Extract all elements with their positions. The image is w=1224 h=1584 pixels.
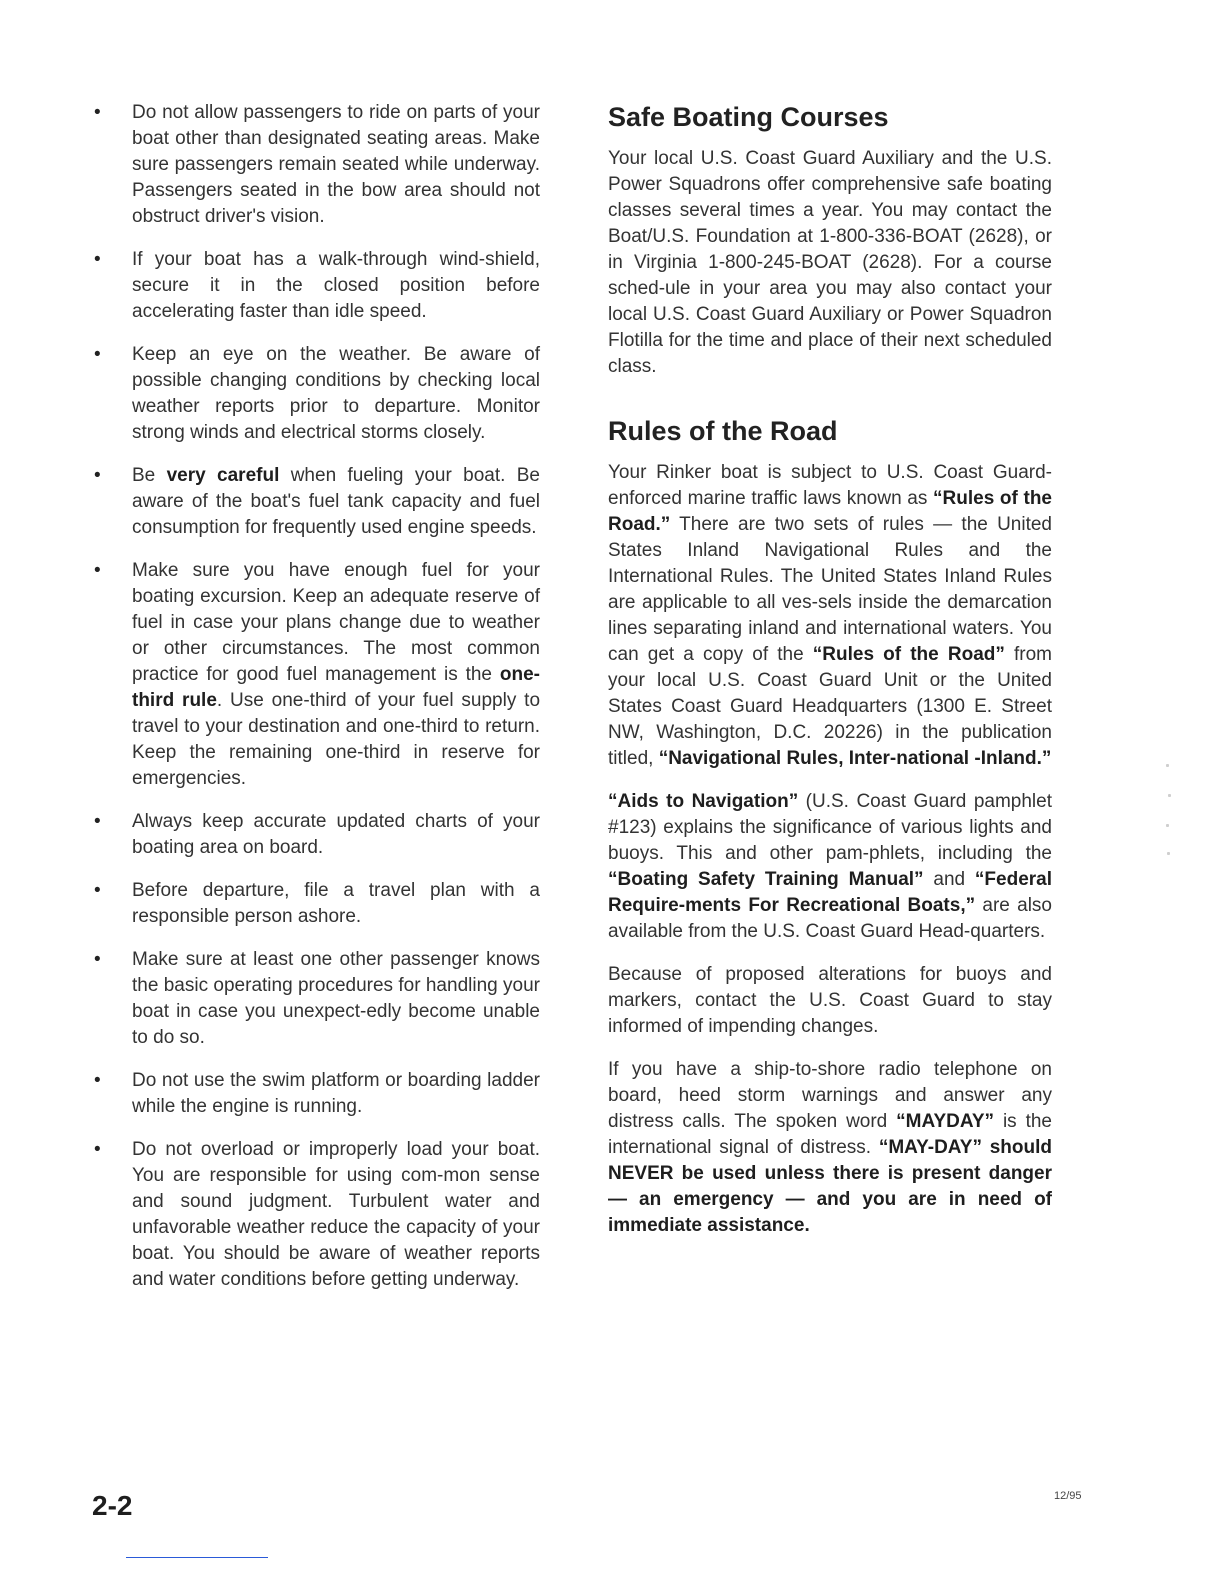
bullet-icon: •: [94, 1139, 101, 1160]
bold-text: “Rules of the Road”: [812, 644, 1005, 665]
text-run: Your local U.S. Coast Guard Auxiliary and the U.S. Power Squadrons offer comprehensive safe boating classes several times a year. You may contact the Boat/U.S. Foundation at 1-800-336-BOAT (2628), or in Virginia 1-800-245-BOAT (2628). For a course sched-ule in your area you may also contact your local U.S. Coast Guard Auxiliary or Power Squadron Flotilla for the time and place of their next scheduled class.: [608, 148, 1052, 377]
paragraph: [608, 789, 1052, 945]
revision-date: 12/95: [1054, 1490, 1082, 1502]
text-run: Make sure you have enough fuel for your boating excursion. Keep an adequate reserve of fuel in case your plans change due to weather or other circumstances. The most common practice for good fuel management is the: [132, 560, 540, 685]
bullet-icon: •: [94, 465, 101, 486]
text-run: There are two sets of rules — the United States Inland Navigational Rules and the International Rules. The United States Inland Rules are applicable to all ves-sels inside the demarcation lines separating inland and international waters. You can get a copy of the: [608, 514, 1052, 665]
bold-text: “Navigational Rules, Inter-national -Inland.”: [658, 748, 1052, 769]
text-run: Be: [132, 465, 167, 486]
text-run: when fueling your boat. Be aware of the boat's fuel tank capacity and fuel consumption for frequently used engine speeds.: [132, 465, 540, 538]
safety-bullet-list: [92, 100, 540, 1293]
right-column: [608, 100, 1052, 1256]
bullet-icon: •: [94, 949, 101, 970]
text-run: Before departure, file a travel plan with a responsible person ashore.: [132, 880, 540, 927]
bullet-icon: •: [94, 249, 101, 270]
bullet-text: [132, 878, 540, 930]
text-run: . Use one-third of your fuel supply to travel to your destination and one-third to return. Keep the remaining one-third in reserve for emergencies.: [132, 690, 541, 789]
bullet-icon: •: [94, 811, 101, 832]
bullet-icon: •: [94, 1070, 101, 1091]
bold-text: “Boating Safety Training Manual”: [608, 869, 924, 890]
text-run: Do not allow passengers to ride on parts of your boat other than designated seating areas. Make sure passengers remain seated while underway. Passengers seated in the bow area should not obstruct driver's vision.: [132, 102, 540, 227]
text-run: Make sure at least one other passenger knows the basic operating procedures for handling your boat in case you unexpect-edly become unable to do so.: [132, 949, 540, 1048]
bullet-item: [92, 947, 540, 1051]
bullet-text: [132, 342, 540, 446]
bold-text: “Aids to Navigation”: [608, 791, 799, 812]
scan-speck: [1166, 764, 1169, 767]
bullet-icon: •: [94, 102, 101, 123]
bold-text: “Federal Require-ments For Recreational Boats,”: [608, 869, 1053, 916]
bullet-icon: •: [94, 560, 101, 581]
bottom-rule: [126, 1557, 268, 1558]
text-run: Do not overload or improperly load your boat. You are responsible for using com-mon sense and sound judgment. Turbulent water and unfavorable weather reduce the capacity of your boat. You should be aware of weather reports and water conditions before getting underway.: [132, 1139, 540, 1290]
bullet-item: [92, 1068, 540, 1120]
text-run: are also available from the U.S. Coast Guard Head-quarters.: [608, 895, 1052, 942]
bullet-item: [92, 1137, 540, 1293]
bullet-text: [132, 1137, 540, 1293]
text-run: from your local U.S. Coast Guard Unit or the United States Coast Guard Headquarters (1300 E. Street NW, Washington, D.C. 20226) in the publication titled,: [608, 644, 1053, 769]
scan-speck: [1166, 824, 1169, 827]
left-column: [92, 100, 540, 1310]
text-run: Because of proposed alterations for buoys and markers, contact the U.S. Coast Guard to stay informed of impending changes.: [608, 964, 1052, 1037]
bold-text: very careful: [166, 465, 280, 486]
bold-text: “Rules of the Road.”: [608, 488, 1053, 535]
text-run: Always keep accurate updated charts of your boating area on board.: [132, 811, 540, 858]
bullet-icon: •: [94, 880, 101, 901]
text-run: If your boat has a walk-through wind-shield, secure it in the closed position before accelerating faster than idle speed.: [132, 249, 540, 322]
text-run: Do not use the swim platform or boarding ladder while the engine is running.: [132, 1070, 540, 1117]
safe-boating-courses-heading: Safe Boating Courses: [608, 102, 889, 132]
bullet-text: [132, 947, 540, 1051]
text-run: (U.S. Coast Guard pamphlet #123) explains the significance of various lights and buoys. This and other pam-phlets, including the: [608, 791, 1053, 864]
bullet-item: [92, 247, 540, 325]
text-run: If you have a ship-to-shore radio telephone on board, heed storm warnings and answer any distress calls. The spoken word: [608, 1059, 1052, 1132]
bullet-item: [92, 100, 540, 230]
bullet-text: [132, 463, 540, 541]
bullet-item: [92, 809, 540, 861]
paragraph: [608, 962, 1052, 1040]
bullet-item: [92, 878, 540, 930]
rules-of-the-road-section: [608, 460, 1052, 1239]
paragraph: [608, 460, 1052, 772]
bullet-item: [92, 558, 540, 792]
text-run: and: [923, 869, 975, 890]
page-number: 2-2: [92, 1490, 133, 1521]
bold-text: “MAY-DAY” should NEVER be used unless there is present danger — an emergency — and you are in need of immediate assistance.: [608, 1137, 1052, 1236]
text-run: Your Rinker boat is subject to U.S. Coast Guard-enforced marine traffic laws known as: [608, 462, 1052, 509]
scan-speck: [1168, 794, 1171, 797]
bullet-text: [132, 100, 540, 230]
bullet-text: [132, 247, 540, 325]
bullet-item: [92, 463, 540, 541]
bullet-icon: •: [94, 344, 101, 365]
bold-text: one-third rule: [132, 664, 540, 711]
scan-speck: [1167, 852, 1170, 855]
bold-text: “MAYDAY”: [896, 1111, 995, 1132]
bullet-text: [132, 1068, 540, 1120]
paragraph: [608, 1057, 1052, 1239]
paragraph: [608, 146, 1052, 380]
rules-of-the-road-heading: Rules of the Road: [608, 416, 838, 446]
safe-boating-courses-section: [608, 146, 1052, 380]
bullet-text: [132, 809, 540, 861]
bullet-text: [132, 558, 540, 792]
bullet-item: [92, 342, 540, 446]
text-run: is the international signal of distress.: [608, 1111, 1052, 1158]
text-run: Keep an eye on the weather. Be aware of possible changing conditions by checking local weather reports prior to departure. Monitor strong winds and electrical storms closely.: [132, 344, 540, 443]
